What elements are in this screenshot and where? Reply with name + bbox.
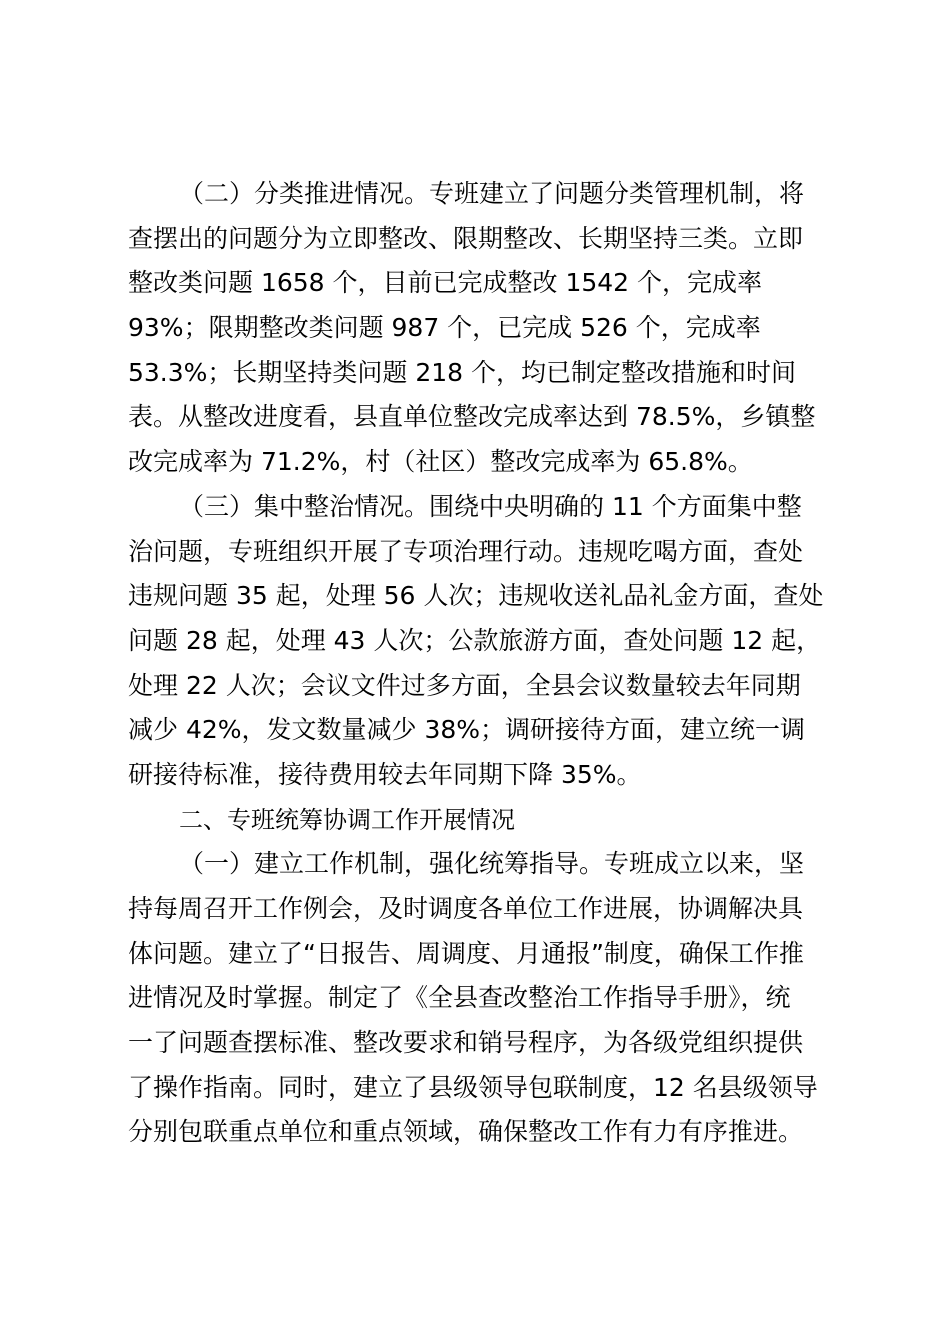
text-line: 问题 28 起，处理 43 人次；公款旅游方面，查处问题 12 起， bbox=[128, 625, 822, 655]
text-line: （一）建立工作机制，强化统筹指导。专班成立以来，坚 bbox=[179, 849, 805, 879]
paragraph-concentrated-rectification bbox=[128, 485, 832, 798]
text-line: 查摆出的问题分为立即整改、限期整改、长期坚持三类。立即 bbox=[128, 223, 804, 253]
document-body bbox=[128, 172, 832, 1155]
text-line: 53.3%；长期坚持类问题 218 个，均已制定整改措施和时间 bbox=[128, 357, 797, 387]
text-line: 了操作指南。同时，建立了县级领导包联制度，12 名县级领导 bbox=[128, 1072, 818, 1102]
paragraph-classified-progress bbox=[128, 172, 832, 485]
text-line: 持每周召开工作例会，及时调度各单位工作进展，协调解决具 bbox=[128, 894, 804, 923]
text-line: 治问题，专班组织开展了专项治理行动。违规吃喝方面，查处 bbox=[128, 536, 804, 566]
text-line: 减少 42%，发文数量减少 38%；调研接待方面，建立统一调 bbox=[128, 715, 806, 745]
text-line: 93%；限期整改类问题 987 个，已完成 526 个，完成率 bbox=[128, 313, 761, 343]
text-line: （三）集中整治情况。围绕中央明确的 11 个方面集中整 bbox=[179, 491, 802, 521]
text-line: 一了问题查摆标准、整改要求和销号程序，为各级党组织提供 bbox=[128, 1028, 804, 1058]
text-line: 处理 22 人次；会议文件过多方面，全县会议数量较去年同期 bbox=[128, 670, 801, 700]
text-line: 研接待标准，接待费用较去年同期下降 35%。 bbox=[128, 759, 642, 789]
text-line: 改完成率为 71.2%，村（社区）整改完成率为 65.8%。 bbox=[128, 447, 753, 477]
section-heading bbox=[128, 798, 832, 843]
paragraph-work-mechanism bbox=[128, 842, 832, 1155]
text-line: （二）分类推进情况。专班建立了问题分类管理机制，将 bbox=[179, 179, 805, 208]
text-line: 整改类问题 1658 个，目前已完成整改 1542 个，完成率 bbox=[128, 268, 763, 298]
heading-line: 二、专班统筹协调工作开展情况 bbox=[179, 805, 515, 834]
text-line: 体问题。建立了“日报告、周调度、月通报”制度，确保工作推 bbox=[128, 938, 804, 968]
text-line: 表。从整改进度看，县直单位整改完成率达到 78.5%，乡镇整 bbox=[128, 402, 816, 432]
text-line: 进情况及时掌握。制定了《全县查改整治工作指导手册》，统 bbox=[128, 983, 791, 1013]
text-line: 违规问题 35 起，处理 56 人次；违规收送礼品礼金方面，查处 bbox=[128, 581, 824, 611]
text-line: 分别包联重点单位和重点领域，确保整改工作有力有序推进。 bbox=[128, 1117, 804, 1147]
